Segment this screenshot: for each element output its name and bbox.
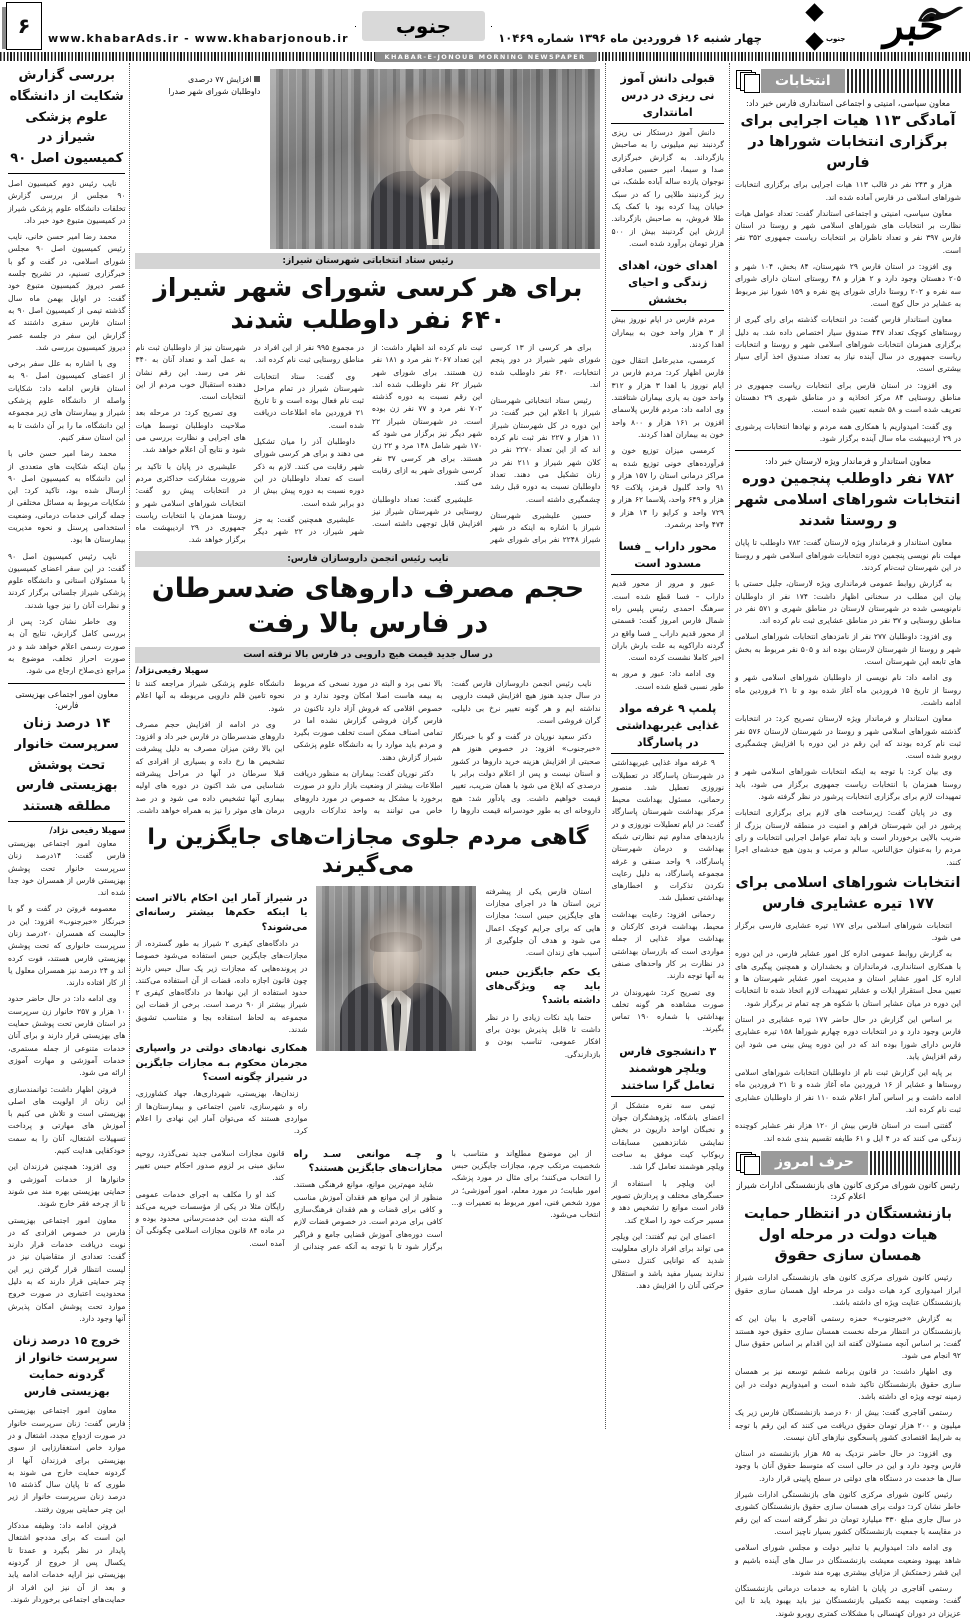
section-badge: جنوب	[362, 11, 485, 41]
article-headline: بازنشستگان در انتظار حمایت هیات دولت در مرحله اول همسان سازی حقوق	[744, 1206, 952, 1265]
article-paragraph: وی اظهار داشت: در قانون برنامه ششم توسعه نیز بر همسان سازی حقوق بازنشستگان تاکید شده است و امیدواریم دولت در این زمینه توجه ویژه ای داشته باشد.	[734, 1367, 961, 1401]
article-paragraph: رستمی آقاجری در پایان با اشاره به خدمات درمانی بازنشستگان گفت: وضعیت بیمه تکمیلی بازنشستگان نیز باید بهبود یابد تا این عزیزان در دوران کهنسالی با مشکلات کمتری روبرو شوند.	[734, 1584, 961, 1618]
column-right	[729, 63, 966, 1618]
article-paragraph: کرمسی میزان توزیع خون و فرآورده‌های خونی توزیع شده به مراکز درمانی استان را ۱۵۷ هزار و ۹۱ واحد گلبول قرمز، پلاکت ۹۶ هزار و ۶۴۹ واحد، پلاسما ۶۲ هزار و ۷۲۹ واحد و کرایو را ۱۴ هزار و ۴۷۴ واحد برشمرد.	[611, 446, 724, 529]
logo-subtitle: جنوب	[826, 35, 846, 43]
strip-label: KHABAR-E-JONOUB MORNING NEWSPAPER	[375, 52, 596, 62]
article-paragraph: نایب رئیس کمیسیون اصل ۹۰ گفت: در این سفر اعضای کمیسیون با مسئولان استانی و دانشگاه علوم پزشکی شیراز جلساتی برگزار کردند و نظرات آنان را نیز جویا شدند.	[8, 551, 126, 610]
article-paragraph: علیشیری گفت: تعداد داوطلبان روستایی در شهرستان شیراز نیز افزایش قابل توجهی داشته است. در مجموع ۹۹۵ نفر از این افراد در مناطق روستایی ثبت نام کرده اند.	[253, 343, 483, 529]
stacked-pages-icon	[735, 69, 761, 93]
article-paragraph: وی ادامه داد: امیدواریم با تدابیر دولت و مجلس شورای اسلامی شاهد بهبود وضعیت معیشت بازنشستگان در سال های آینده باشیم و این قشر زحمتکش از مزایای بیشتری بهره مند شوند.	[734, 1543, 961, 1577]
article-paragraph: فروتن اظهار داشت: توانمندسازی این زنان از اولویت های اصلی بهزیستی است و تلاش می کنیم با آموزش های مهارتی و پرداخت تسهیلات اشتغال، آنان را به سمت خودکفایی هدایت کنیم.	[8, 1084, 126, 1156]
flag-label: حرف امروز	[761, 1151, 868, 1175]
article-paragraph: محمد رضا امیر حسن خانی با بیان اینکه شکایت های متعددی از این دانشگاه به کمیسیون اصل ۹۰ ارسال شده بود، تاکید کرد: این شکایات مربوط به مسائل مختلفی از جمله گرانی خدمات درمانی، وضعیت استخدامی پرسنل و نحوه مدیریت بیمارستان ها بود.	[8, 449, 126, 545]
article-headline: گاهی مردم جلوی مجازات‌های جایگزین را می‌گیرند	[147, 824, 589, 879]
article-kicker: معاون سیاسی، امنیتی و اجتماعی استانداری فارس خبر داد:	[745, 98, 951, 108]
article-paragraph: به گزارش روابط عمومی فرمانداری ویژه لارستان، جلیل حستی با بیان این مطلب در سخنانی اظهار داشت: ۱۷۴ نفر از داوطلبان نام‌نویسی شده در شهرستان لارستان در مناطق شهری و ۵۷۱ نفر در مناطق روستایی و ۳۷ نفر در مناطق عشایری ثبت نام کرده اند.	[734, 579, 961, 626]
article-headline: پلمپ ۹ غرفه مواد غذایی غیربهداشتی در پاسارگاد	[611, 700, 724, 754]
lead-article-body	[135, 342, 600, 547]
article-paragraph: فروتن ادامه داد: وظیفه مددکار این است که برای مددجو اشتغال پایدار در نظر بگیرد و عمدتا تا یکسال پس از خروج از گردونه بهزیستی نیز ارایه خدمات ادامه یابد و بعد از آن نیز این افراد از حمایت‌های اجتماعی برخوردار شوند.	[8, 1521, 126, 1604]
article-paragraph: وی در ادامه از افزایش حجم مصرف داروهای ضدسرطان در فارس خبر داد و افزود: این بالا رفتن میزان مصرف به دلیل پیشرفت تشخیص ها رخ داده و بسیاری از افرادی که قبلا سرطان در آنها در مراحل پیشرفته شناسایی می شد اکنون در دوره های اولیه بیماری آنها تشخیص داده می شود و در صد درمان های موثر را نیز به همراه خواهد داشت.	[135, 719, 285, 815]
column-left	[4, 63, 129, 1604]
third-article-body	[135, 1148, 600, 1254]
article-headline: ۷۸۲ نفر داوطلب پنجمین دوره انتخابات شوراهای اسلامی شهر و روستا شدند	[735, 471, 961, 530]
article-headline: محور داراب _ فسا مسدود است	[611, 538, 724, 575]
article-subquestion: یک حکم جایگزین حبس باید چه ویژگی‌های داشته باشد؟	[485, 966, 601, 1007]
article-headline: اهدای خون، اهدای زندگی و احیای بخشش	[611, 257, 724, 311]
article-paragraph: این ویلچر با استفاده از حسگرهای مختلف و پردازش تصویر قادر است موانع را تشخیص دهد و مسیر حرکت خود را اصلاح کند.	[611, 1178, 724, 1225]
article-subquestion: در شیراز آمار این احکام بالاتر است یا اینکه حکم‌ها بیشتر رسانه‌ای می‌شوند؟	[135, 892, 308, 933]
article-paragraph: معصومه فروتن در گفت و گو با خبرنگار «خبرجنوب» افزود: این در حالیست که همسران ۲۰درصد زنان سرپرست خانواری که تحت پوشش بهزیستی فارس هستند، فوت کرده اند و ۲۴ درصد نیز همسران معلول یا از کار افتاده دارند.	[8, 904, 126, 988]
article-paragraph: بر اساس این گزارش در حال حاضر ۱۷۷ تیره عشایری در استان فارس وجود دارد و در انتخابات دوره چهارم شوراها ۱۵۸ تیره عشایری فارس دارای شورا بوده اند که در این دوره پیش بینی می شود این رقم افزایش یابد.	[734, 1014, 961, 1061]
article-headline: خروج ۱۵ درصد زنان سرپرست خانوار از گردونه حمایت بهزیستی فارس	[13, 1334, 121, 1399]
logo-wordmark: خبر	[882, 2, 947, 49]
article-paragraph: علیشیری همچنین گفت: به جز شهر شیراز، در ۲۲ شهر دیگر شهرستان نیز از داوطلبان ثبت نام به عمل آمد و تعداد آنان به ۳۴۰ نفر می رسد. این رقم نشان دهنده استقبال خوب مردم از این انتخابات است.	[135, 343, 364, 537]
article-paragraph: کرمسی، مدیرعامل انتقال خون فارس اظهار کرد: مردم فارس در ایام نوروز با اهدا ۳ هزار و ۳۱۲ واحد خون به یاری بیماران شتافتند. وی ادامه داد: مردم فارس پلاسمای افزون بر ۱۶۱ هزار و ۸۰۰ واحد خون به بیماران اهدا کردند.	[611, 356, 724, 439]
section-flag-elections	[735, 69, 961, 93]
masthead-strip	[0, 52, 970, 61]
article-paragraph: اعضای این تیم گفتند: این ویلچر می تواند برای افراد دارای معلولیت شدید که توانایی کنترل دستی ندارند بسیار مفید باشد و استقلال حرکتی آنان را افزایش دهد.	[611, 1231, 724, 1291]
article-paragraph: ۹ غرفه مواد غذایی غیربهداشتی در شهرستان پاسارگاد در تعطیلات نوروزی تعطیل شد. منصور رحمانی، مسئول بهداشت محیط مرکز بهداشت شهرستان پاسارگاد گفت: در ایام تعطیلات نوروزی و در بازدیدهای مداوم تیم نظارتی شبکه بهداشت و درمان شهرستان پاسارگاد، ۹ واحد صنفی و غرفه مجموعه پاسارگاد، به دلیل رعایت نکردن تذکرات و اخطارهای بهداشتی تعطیل شد.	[611, 758, 724, 903]
issue-date-line: چهار شنبه ۱۶ فروردین ماه ۱۳۹۶ شماره ۱۰۴۶۹	[498, 31, 762, 45]
article-headline: قبولی دانش آموز نی ریزی در درس امانتداری	[611, 70, 724, 124]
rule-left	[355, 26, 356, 27]
article-subquestion: و چـه موانعی سـد راه مجازات‌های جایگزین هستند؟	[293, 1148, 443, 1175]
website-urls[interactable]: www.khabarAds.ir - www.khabarjonoub.ir	[48, 32, 349, 45]
flag-bars-decor	[870, 1151, 961, 1175]
photo-subject	[340, 937, 452, 1051]
article-paragraph: معاون استاندار و فرماندار ویژه لارستان گفت: ۷۸۲ داوطلب تا پایان مهلت نام نویسی پنجمین دوره انتخابات شوراهای اسلامی شهر و روستا در این شهرستان ثبت‌نام کردند.	[734, 538, 961, 572]
lead-photo-caption	[137, 74, 260, 97]
third-article-lead-text	[485, 886, 600, 1065]
article-headline: انتخابات شوراهای اسلامی برای ۱۷۷ تیره عشایری فارس	[735, 874, 961, 912]
newspaper-logo	[766, 0, 966, 52]
article-paragraph: بر پایه این گزارش ثبت نام از داوطلبان انتخابات شوراهای اسلامی روستاها و عشایر از ۱۶ فروردین ماه آغاز شده و تا ۲۱ فروردین ماه ادامه داشت و بر اساس آمار اعلام شده ۱۱۰ نفر از داوطلبان عشایری ثبت نام کرده اند.	[734, 1068, 961, 1115]
article-paragraph: مردم فارس در ایام نوروز بیش از ۳ هزار واحد خون به بیماران اهدا کردند.	[611, 315, 724, 349]
article-paragraph: وی افزود: در استان فارس برای انتخابات ریاست جمهوری در مناطق روستایی ۸۴ مرکز اتخاذیه و در مناطق شهری ۲۹ دهستان تعریف شده است و ۵۸ شعبه تعیین شده است.	[734, 380, 962, 415]
article-paragraph: شاید مهم‌ترین موانع، موانع فرهنگی هستند. منظور از این موانع هم فقدان آموزش مناسب و کافی برای قضات و هم فقدان فرهنگ‌سازی کافی برای مردم است. در خصوص قضات لازم است دوره‌های آموزش قضایی جامع و فراگیر برگزار شود تا با توجه به آنکه عمر چندانی از قانون مجازات اسلامی جدید نمی‌گذرد، روحیه سابق مبنی بر لزوم صدور احکام حبس تغییر کند.	[135, 1148, 443, 1251]
article-paragraph: حتما باید نکات زیادی را در نظر داشت تا قابل پذیرش بودن برای افکار عمومی، تناسب بودن و بازدارندگی.	[485, 1012, 601, 1059]
flag-bars-decor	[847, 69, 961, 93]
article-kicker: معاون امور اجتماعی بهزیستی فارس:	[15, 688, 119, 710]
article-byline: سهیلا رفیعی‌نژاد/	[135, 665, 209, 676]
article-intro: استان فارس یکی از پیشرفته ترین استان ها در اجرای مجازات های جایگزین حبس است؛ مجازات هایی که برای جرایم کوچک اعمال می شود و هدف آن جلوگیری از آسیب های زندان است.	[485, 886, 601, 958]
third-article-photo	[316, 886, 476, 1051]
photo-subject	[371, 119, 499, 249]
column-center	[129, 63, 605, 1429]
article-paragraph: دکتر نوریان گفت: بیماران به منظور دریافت اطلاعات بیشتر از وضعیت بازار دارو در صورت برخورد با مشکل به خصوص در مورد داروهای خاص می توانند به واحد تدارکات دارویی دانشگاه علوم پزشکی شیراز مراجعه کنند تا نحوه تامین قلم دارویی مربوطه به آنها اعلام شود.	[135, 678, 443, 815]
diamond-ornament-icon	[805, 32, 823, 50]
article-paragraph: عبور و مرور از محور قدیم داراب – فسا قطع شده است. سرهنگ احمدی رئیس پلیس راه شمال فارس امروز گفت: قسمتی از محور قدیم داراب _ فسا واقع در گردنه داراکویه به علت بارش باران اخیر کاملا نشست کرده است.	[611, 579, 724, 663]
article-paragraph: رئیس کانون شورای مرکزی کانون های بازنشستگی ادارات شیراز ابراز امیدواری کرد هیات دولت در مرحله اول همسان سازی حقوق بازنشستگان عنایت ویژه ای داشته باشد.	[734, 1273, 961, 1307]
article-paragraph: معاون امور اجتماعی بهزیستی فارس در خصوص افرادی که در نوبت دریافت خدمات قرار دارند گفت: تعدادی از متقاضیان نیز در لیست انتظار قرار گرفتن زیر این چتر حمایتی قرار دارند که به دلیل محدودیت اعتباری در صورت خروج موارد تحت پوشش امکان پذیرش آنها وجود دارد.	[8, 1215, 126, 1323]
column-center-right	[605, 63, 729, 1429]
caption-line-1: افزایش ۷۷ درصدی	[187, 75, 252, 84]
article-paragraph: گفتنی است در استان فارس بیش از ۱۲۰ هزار نفر عشایر کوچنده زندگی می کنند که در ۴ ایل و ۶۱ طایفه تقسیم بندی شده اند.	[734, 1121, 961, 1143]
article-paragraph: معاون استاندار فارس گفت: در انتخابات گذشته برای رای گیری از روستاهای کوچک تعداد ۴۴۷ صندوق سیار اختصاص داده شد. به دلیل برگزاری همزمان انتخابات شوراهای اسلامی شهر و روستا و انتخابات ریاست جمهوری در سال آینده نیاز به تعداد صندوق اخذ آرای سیار بیشتری است.	[734, 315, 962, 374]
article-paragraph: وی در پایان گفت: زیرساخت های لازم برای برگزاری انتخابات پرشور در این شهرستان فراهم و امنیت در منطقه لارستان بزرگ از ضریب بالایی برخوردار است و باید تمام عوامل اجرایی انتخابات و رای مردم را به‌عنوان حق‌الناس، سالم و مرتب و بدون هیچ خدشه‌ای اجرا کنند.	[734, 808, 961, 867]
page-grid	[0, 63, 970, 1618]
article-paragraph: وی با اشاره به علل سفر برخی از اعضای کمیسیون اصل ۹۰ به استان فارس ادامه داد: شکایات واصله از دانشگاه علوم پزشکی شیراز و بیمارستان های زیر مجموعه این دانشگاه، ما را بر آن داشت تا به این استان سفر کنیم.	[8, 359, 126, 442]
third-article-right-text	[135, 886, 307, 1142]
article-paragraph: وی گفت: ستاد انتخابات شهرستان شیراز در تمام مراحل ثبت نام فعال بوده است و تا تاریخ ۲۱ فروردین ماه اطلاعات دریافت شده است.	[253, 371, 364, 430]
article-paragraph: وی افزود: در استان فارس ۲۹ شهرستان، ۸۴ بخش، ۱۰۴ شهر و ۲۰۵ دهستان وجود دارد و ۲ هزار و ۴۸ روستای استان دارای شورای سه نفره و ۲۰۲ روستا دارای شورای پنج نفره و ۱۵۹ شورا نیز مربوط به عشایر در حال کوچ است.	[734, 262, 961, 308]
article-paragraph: وی ادامه داد: نام نویسی از داوطلبان شوراهای اسلامی شهر و روستا از تاریخ ۱۵ فروردین ماه آغاز شده بود و تا ۲۱ فروردین ماه ادامه داشت.	[734, 673, 962, 707]
article-paragraph: رستمی آقاجری گفت: بیش از ۶۰ درصد بازنشستگان فارس زیر یک میلیون و ۲۰۰ هزار تومان حقوق دریافت می کنند که این رقم با توجه به شرایط اقتصادی کشور پاسخگوی نیازهای آنان نیست.	[734, 1408, 961, 1442]
article-paragraph: هزار و ۲۴۳ نفر در قالب ۱۱۳ هیات اجرایی برای برگزاری انتخابات شوراهای اسلامی در فارس آماده شده اند.	[734, 180, 961, 202]
article-paragraph: رئیس کانون شورای مرکزی کانون های بازنشستگی ادارات شیراز خاطر نشان کرد: دولت برای همسان سازی حقوق بازنشستگان کشوری در سال جاری مبلغ ۳۳۰ میلیارد تومان در نظر گرفته است که این رقم در مقایسه با جمعیت بازنشستگان کشور بسیار ناچیز است.	[734, 1490, 962, 1536]
article-headline: ۱۴ درصد زنان سرپرست خانوار تحت پوشش بهزیستی فارس مطلقه هستند	[8, 714, 125, 822]
lead-headline: برای هر کرسی شورای شهر شیراز ۶۴۰ نفر داوطلب شدند	[153, 273, 583, 334]
stacked-pages-icon	[735, 1151, 761, 1175]
article-paragraph: رحمانی افزود: رعایت بهداشت محیط، بهداشت فردی کارکنان و بهداشت مواد غذایی از جمله مواردی است که بازرسان بهداشتی در نظارت بر کار واحدهای صنفی به آنها توجه دارند.	[611, 909, 724, 981]
article-paragraph: نایب رئیس انجمن داروسازان فارس گفت: در سال جدید هنوز هیچ افزایش قیمت دارویی نداشته ایم و هر گونه تغییر نرخ بی دلیلی، گران فروشی است.	[451, 678, 601, 725]
article-paragraph: حسین علیشیری شهرستان شیراز با اشاره به اینکه در شهر شیراز ۲۲۴۸ نفر برای شورای شهر ثبت نام کرده اند اظهار داشت: از این تعداد ۲۰۶۷ نفر مرد و ۱۸۱ نفر زن هستند. برای شورای شهر شیراز ۶۲ نفر داوطلب شده اند. این رقم نسبت به دوره گذشته ۷۰۲ نفر مرد و ۷۷ نفر زن بوده است. در شهرستان شیراز ۲۲ شهر دیگر نیز برگزار می شود که ۱۷۰ شهر شامل ۱۴۸ مرد و ۲۲ زن هستند. برای هر کرسی ۳۷ نفر کرسی شورای شهر به ازای رقابت می کنند.	[372, 343, 601, 545]
article-paragraph: به گزارش روابط عمومی اداره کل امور عشایر فارس، در این دوره با همکاری استانداری، فرمانداران و بخشداران و همچنین پیگیری های اداره کل امور عشایر استان و مدیریت امور عشایر شهرستان ها و تعیین محل استقرار ایلات و عشایر تمهیدات لازم اتخاذ شده تا انتخابات این دوره در میان عشایر استان با شکوه هر چه تمام تر برگزار شود.	[734, 949, 961, 1008]
article-paragraph: علیشیری در پایان با تاکید بر ضرورت مشارکت حداکثری مردم در انتخابات پیش رو گفت: انتخابات شوراهای اسلامی شهر و روستا همزمان با انتخابات ریاست جمهوری در ۲۹ اردیبهشت ماه برگزار خواهد شد.	[135, 461, 246, 545]
article-paragraph: وی بیان کرد: با توجه به اینکه انتخابات شوراهای اسلامی شهر و روستا همزمان با انتخابات ریاست جمهوری برگزار می شود، باید تمهیدات لازم برای برگزاری انتخابات پرشور در نظر گرفته شود.	[734, 767, 961, 802]
article-paragraph: نایب رئیس دوم کمیسیون اصل ۹۰ مجلس از بررسی گزارش تخلفات دانشگاه علوم پزشکی شیراز در کمیسیون متبوع خود خبر داد.	[8, 178, 126, 225]
article-paragraph: به گزارش «خبرجنوب» حمزه رستمی آقاجری با بیان این که بازنشستگان در انتظار مرحله نخست همسان سازی حقوق خود هستند گفت: بر اساس آنچه مسئولان گفته اند این اقدام بر اساس حقوق سال ۹۲ انجام می شود.	[734, 1314, 961, 1361]
article-paragraph: انتخابات شوراهای اسلامی برای ۱۷۷ تیره عشایری فارسی برگزار می شود.	[734, 920, 961, 943]
article-kicker: رئیس کانون شورای مرکزی کانون های بازنشستگی ادارات شیراز اعلام کرد:	[736, 1179, 960, 1202]
article-paragraph: معاون امور اجتماعی بهزیستی فارس گفت: زنان سرپرست خانوار در صورت ازدواج مجدد، اشتغال و در موارد خاص استغفارزایی از سوی بهزیستی برای فرزندان آنها از گردونه حمایت خارج می شوند به طوری که تا پایان سال گذشته ۱۵ درصد زنان سرپرست خانوار از زیر این چتر حمایتی بیرون رفتند.	[8, 1406, 126, 1514]
article-subquestion: همکاری نهادهای دولتی در واسپاری مجرمان محکوم بـه مجازات جایگزین در شیراز چگونه است؟	[135, 1043, 308, 1084]
masthead	[0, 0, 970, 52]
article-paragraph: دانش آموز درستکار نی ریزی گردنبند نیم میلیونی را به صاحبش بازگرداند. به گزارش خبرگزاری صدا و سیما، امیر حسین صادقی نوجوان یازده ساله آباده طشک، نی ریز گردنبند طلایی را که در سبک خیابان پیدا کرده بود با کمک یک طلا فروش، به صاحبش بازگرداند. ارزش این گردنبند بیش از ۵۰۰ هزار تومان برآورد شده است.	[611, 128, 724, 248]
article-paragraph: در دادگاه‌های کیفری ۲ شیراز به طور گسترده، از مجازات‌های جایگزین حبس استفاده می‌شود خصوصا در پرونده‌هایی که مجازات زیر یک سال حبس دارند چون قانون اجازه داده، قضات از آن استفاده می‌کنند. حدود استفاده از این نهادها در دادگاه‌های کیفری ۲ شیراز بیشتر از ۹۰ درصد است. برخی از قضات این مجموعه به لحاظ استفاده بجا و متناسب تشویق شدند.	[135, 938, 308, 1034]
article-byline: سهیلا رفیعی نژاد/	[49, 825, 126, 836]
article-kicker: معاون استاندار و فرماندار ویژه لارستان خبر داد:	[764, 456, 932, 467]
article-headline: آمادگی ۱۱۳ هیات اجرایی برای برگزاری انتخابات شوراها در فارس	[740, 113, 956, 172]
divider	[8, 683, 125, 684]
second-article-body	[135, 678, 600, 819]
article-subdeck: در سال جدید قیمت هیچ دارویی در فارس بالا نرفته است	[135, 647, 600, 663]
article-paragraph: وی افزود: همچنین فرزندان این خانوارها از خدمات آموزشی و حمایتی بهزیستی بهره مند می شوند تا از چرخه فقر خارج شوند.	[8, 1162, 126, 1209]
lead-photo	[270, 69, 600, 249]
masthead-center	[349, 0, 499, 52]
article-headline: ۳ دانشجوی فارس ویلچر هوشمند تعامل گرا ساختند	[611, 1043, 724, 1097]
article-paragraph: وی تصریح کرد: در مرحله بعد صلاحیت داوطلبان توسط هیات های اجرایی و نظارت بررسی می شود و نتایج آن اعلام خواهد شد.	[135, 408, 246, 455]
article-kicker: نایب رئیس انجمن داروسازان فارس:	[135, 551, 600, 567]
article-paragraph: زندان‌ها، بهزیستی، شهرداری‌ها، جهاد کشاورزی، راه و شهرسازی، تامین اجتماعی و بیمارستان‌ها از مواردی هستند که می‌توان آمار این نهادی را اعلام کرد.	[135, 1089, 308, 1136]
article-paragraph: دکتر سعید نوریان در گفت و گو با خبرنگار «خبرجنوب» افزود: در خصوص هنوز هم صحبتی از افزایش هزینه خرید داروها در کشور و استان نیست و پس از اعلام دولت برابر با درصدی که ابلاغ می شود با همان ضریب، تغییر قیمت خواهیم داشت. وی یادآور شد: هیچ داروخانه ای به طور خودسرانه قیمت داروها را بالا نمی برد و البته در مورد نسخی که مربوط به بیمه هاست اصلا امکان وجود ندارد و در خصوص اقلامی که فروش آزاد دارد تاکنون در فارس گران فروشی گزارش نشده اما در تمامی اصناف ممکن است تخلف صورت بگیرد و مردم باید موارد را به دانشگاه علوم پزشکی شیراز گزارش دهند.	[293, 678, 601, 815]
article-kicker: رئیس ستاد انتخاباتی شهرستان شیراز:	[135, 253, 600, 269]
article-paragraph: از این موضوع مطلع‌اند و متناسب با شخصیت مرتکب جرم، مجازات جایگزین حبس را انتخاب می‌کنند؛ برای مثال در مورد پزشک، امور طبابت؛ در مورد معلم، امور آموزشی؛ در مورد شخص فنی، امور مربوط به تعمیرات و... انتخاب می‌شود.	[451, 1148, 601, 1220]
article-paragraph: تیمی سه نفره متشکل از اعضای باشگاه، پژوهشگران جوان و نخبگان اواحد داریون در بخش نمایشی شانزدهمین مسابقات ربوکاپ کیت موفق به ساخت ویلچر هوشمند تعامل گرا شد.	[611, 1100, 724, 1172]
article-paragraph: محمد رضا امیر حسن خانی، نایب رئیس کمیسیون اصل ۹۰ مجلس شورای اسلامی، در گفت و گو با خبرگزاری تسنیم، در تشریح جلسه عصر دیروز کمیسیون متبوع خود گفت: در اوایل بهمن ماه سال گذشته تیمی از کمیسیون اصل ۹۰ به استان فارس سفری داشتند که گزارش این سفر در جلسه عصر دیروز کمیسیون بررسی شد.	[8, 232, 126, 352]
flag-label: انتخابات	[761, 69, 845, 93]
article-paragraph: برای هر کرسی از ۱۳ کرسی شورای شهر شیراز در دور پنجم انتخابات، ۶۴۰ نفر داوطلب شده اند.	[490, 343, 601, 389]
caption-line-2: داوطلبان شورای شهر صدرا	[168, 86, 261, 96]
article-paragraph: داوطلبان آذر را میان تشکیل می دهند و برای هر کرسی شورای شهر رقابت می کنند. لازم به ذکر است که تعداد داوطلبان در این دوره نسبت به دوره پیش بیش از دو برابر شده است.	[253, 437, 364, 508]
article-paragraph: وی ادامه داد: عبور و مرور به طور نسبی قطع شده است.	[611, 669, 724, 691]
article-paragraph: وی تصریح کرد: شهروندان در صورت مشاهده هر گونه تخلف بهداشتی با شماره ۱۹۰ تماس بگیرند.	[611, 987, 724, 1034]
article-paragraph: معاون استاندار و فرماندار ویژه لارستان تصریح کرد: در انتخابات گذشته شوراهای اسلامی شهر و روستا در شهرستان لارستان ۵۷۶ نفر ثبت نام کرده بودند که این رقم در این دوره با افزایش چشمگیری روبرو شده است.	[734, 714, 961, 761]
rule-right	[491, 26, 492, 27]
lead-photo-block	[135, 69, 600, 249]
article-paragraph: معاون امور اجتماعی بهزیستی فارس گفت: ۱۴درصد زنان سرپرست خانوار تحت پوشش بهزیستی فارس از همسران خود جدا شده اند.	[8, 838, 126, 898]
article-paragraph: رئیس ستاد انتخاباتی شهرستان شیراز با اعلام این خبر گفت: در این دوره در کل شهرستان شیراز ۱۱ هزار و ۲۲۷ نفر ثبت نام کرده اند که از این تعداد ۲۲۷۰ نفر در کلان شهر شیراز و ۲۱۱ نفر در زنان تشکیل می دهند. تعداد داوطلبان نسبت به دوره قبل رشد چشمگیری داشته است.	[490, 396, 601, 504]
article-paragraph: کند او را مکلف به اجرای خدمات عمومی رایگان مثلا در یکی از مؤسسات خیریه می‌کند که البته مدت این خدمت‌رسانی محدود بوده و در ماده ۸۴ قانون مجازات اسلامی چگونگی آن آمده است.	[135, 1189, 285, 1248]
third-article-top	[135, 886, 600, 1142]
article-headline: حجم مصرف داروهای ضدسرطان در فارس بالا رفت	[151, 572, 585, 639]
article-paragraph: معاون سیاسی، امنیتی و اجتماعی استاندار گفت: تعداد عوامل هیات نظارت بر انتخابات های شوراهای اسلامی شهر و روستا در استان فارس ۳۹۷ نفر و تعداد ناظران بر انتخابات ریاست جمهوری ۳۵۲ نفر است.	[734, 208, 961, 255]
article-headline: بررسی گزارش شکایت از دانشگاه علوم پزشکی شیراز در کمیسیون اصل ۹۰	[8, 66, 125, 174]
article-paragraph: وی افزود: در حال حاضر نزدیک به ۸۵ هزار بازنشسته در استان فارس وجود دارد و این در حالی است که متوسط حقوق آنان با وجود سال ها خدمت در دستگاه های دولتی در سطح پایینی قرار دارد.	[734, 1449, 961, 1483]
article-paragraph: وی افزود: داوطلبان ۲۷۷ نفر از نامزدهای انتخابات شوراهای اسلامی شهر و روستا از شهرستان لارستان بوده اند و ۵۰۵ نفر مربوط به بخش های تابعه این شهرستان است.	[734, 632, 961, 667]
article-paragraph: وی خاطر نشان کرد: پس از بررسی کامل گزارش، نتایج آن به صورت رسمی اعلام خواهد شد و در صورت احراز تخلف، موضوع به مراجع ذی‌صلاح ارجاع می شود.	[8, 617, 126, 676]
article-paragraph: وی ادامه داد: در حال حاضر حدود ۱۰ هزار و ۲۵۷ خانوار زن سرپرست در استان فارس تحت پوشش حمایت های بهزیستی قرار دارند و برای آنان خدمات متنوعی از جمله مستمری، خدمات آموزشی و مهارت آموزی ارائه می شود.	[8, 994, 126, 1078]
square-bullet-icon	[254, 76, 260, 82]
article-paragraph: وی گفت: امیدواریم با همکاری همه مردم و نهادها انتخابات پرشوری در ۲۹ اردیبهشت ماه سال آینده برگزار شود.	[734, 421, 961, 443]
diamond-ornament-icon	[805, 3, 823, 21]
page-number: ۶	[6, 2, 42, 50]
divider	[735, 450, 961, 451]
section-flag-today-word	[735, 1151, 961, 1175]
